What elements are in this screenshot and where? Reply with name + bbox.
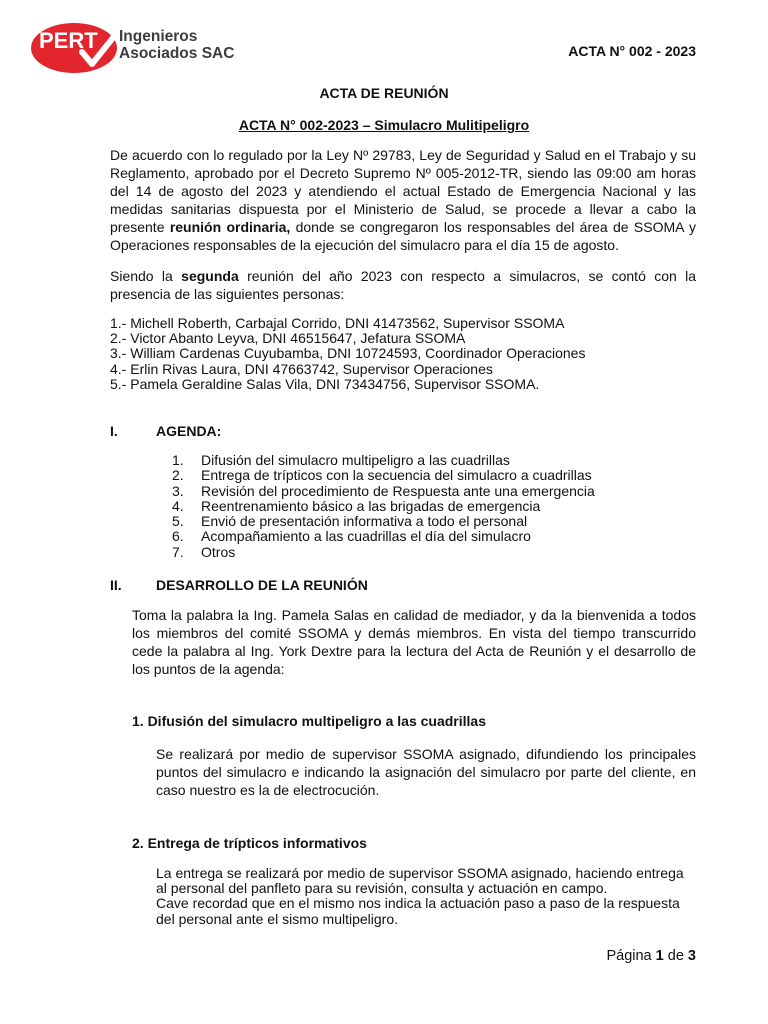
attendee-list	[110, 316, 585, 392]
agenda-text: Revisión del procedimiento de Respuesta ante una emergencia	[201, 482, 595, 499]
document-subtitle: ACTA N° 002-2023 – Simulacro Mulitipeligro	[238, 117, 530, 133]
item-2-line: al personal del panfleto para su revisión, consulta y actuación en campo.	[156, 880, 608, 897]
attendance-text: Siendo la	[110, 268, 182, 284]
attendee-item: 2.- Victor Abanto Leyva, DNI 46515647, Jefatura SSOMA	[110, 330, 466, 347]
company-logo	[30, 22, 240, 78]
page-number	[606, 948, 696, 964]
attendance-text-end: reunión del año 2023 con respecto a simulacros, se contó con la presencia de las siguientes personas:	[110, 268, 696, 302]
agenda-item	[172, 484, 595, 499]
intro-text: De acuerdo con lo regulado por la Ley Nº 29783, Ley de Seguridad y Salud en el Trabajo y su Reglamento, aprobado por el Decreto Supremo Nº 005-2012-TR, siendo las 09:00 am horas del 14 de agosto del 2023 y atendiendo el actual Estado de Emergencia Nacional y las medidas sanitarias dispuesta por el Ministerio de Salud, se procede a llevar a cabo la presente	[110, 147, 696, 235]
attendance-paragraph	[110, 267, 696, 303]
item-1-heading: 1. Difusión del simulacro multipeligro a las cuadrillas	[132, 713, 486, 729]
agenda-text: Otros	[201, 543, 236, 560]
item-1-text: Se realizará por medio de supervisor SSOMA asignado, difundiendo los principales puntos del simulacro e indicando la asignación del simulacro por parte del cliente, en caso nuestro es la de electrocución.	[156, 746, 696, 798]
item-2-line: Cave recordad que en el mismo nos indica la actuación paso a paso de la respuesta	[156, 895, 680, 912]
agenda-number: 5.	[172, 513, 184, 530]
section-2-heading: DESARROLLO DE LA REUNIÓN	[156, 577, 368, 593]
intro-text-end: donde se congregaron los responsables del área de SSOMA y Operaciones responsables de la ejecución del simulacro para el día 15 de agosto.	[110, 219, 697, 253]
agenda-number: 3.	[172, 482, 184, 499]
attendee-item: 1.- Michell Roberth, Carbajal Corrido, DNI 41473562, Supervisor SSOMA	[110, 315, 565, 331]
section-1-numeral: I.	[110, 423, 118, 439]
agenda-item	[172, 514, 595, 529]
header-acta-number: ACTA N° 002 - 2023	[568, 43, 696, 59]
agenda-list	[172, 453, 595, 560]
agenda-number: 1.	[172, 452, 184, 468]
agenda-text: Entrega de trípticos con la secuencia del simulacro a cuadrillas	[201, 467, 592, 484]
section-1-heading: AGENDA:	[156, 423, 222, 439]
logo-badge-text: PERT	[39, 28, 98, 53]
intro-bold: reunión ordinaria,	[169, 219, 291, 235]
agenda-number: 7.	[172, 543, 184, 560]
page-prefix: Página	[606, 948, 656, 964]
section-2-numeral: II.	[110, 577, 122, 593]
page-middle: de	[663, 948, 688, 964]
attendee-item: 3.- William Cardenas Cuyubamba, DNI 10724593, Coordinador Operaciones	[110, 345, 586, 362]
logo-name-line1: Ingenieros	[119, 28, 198, 45]
item-2-text	[156, 866, 684, 927]
agenda-item	[172, 453, 595, 468]
item-2-heading: 2. Entrega de trípticos informativos	[132, 835, 367, 851]
pert-logo-badge	[30, 22, 122, 74]
agenda-item	[172, 468, 595, 483]
agenda-item	[172, 529, 595, 544]
agenda-text: Reentrenamiento básico a las brigadas de emergencia	[201, 497, 541, 514]
development-paragraph: Toma la palabra la Ing. Pamela Salas en calidad de mediador, y da la bienvenida a todos los miembros del comité SSOMA y demás miembros. En vista del tiempo transcurrido cede la palabra al Ing. York Dextre para la lectura del Acta de Reunión y el desarrollo de los puntos de la agenda:	[132, 607, 696, 677]
attendee-item: 4.- Erlin Rivas Laura, DNI 47663742, Supervisor Operaciones	[110, 360, 493, 377]
agenda-number: 2.	[172, 467, 184, 484]
agenda-item	[172, 499, 595, 514]
agenda-text: Envió de presentación informativa a todo el personal	[201, 513, 528, 530]
attendee-item: 5.- Pamela Geraldine Salas Vila, DNI 73434756, Supervisor SSOMA.	[110, 375, 540, 392]
agenda-text: Acompañamiento a las cuadrillas el día del simulacro	[201, 528, 531, 545]
attendance-bold: segunda	[181, 268, 239, 284]
agenda-item	[172, 545, 595, 560]
intro-paragraph	[110, 146, 696, 254]
item-2-line: La entrega se realizará por medio de supervisor SSOMA asignado, haciendo entrega	[156, 865, 684, 881]
page-current: 1	[655, 948, 664, 964]
logo-name-line2: Asociados SAC	[119, 45, 235, 62]
item-2-line: del personal ante el sismo multipeligro.	[156, 910, 399, 927]
page-total: 3	[687, 948, 696, 964]
agenda-number: 6.	[172, 528, 184, 545]
logo-company-name	[119, 28, 234, 62]
document-title: ACTA DE REUNIÓN	[319, 85, 449, 101]
agenda-text: Difusión del simulacro multipeligro a las cuadrillas	[201, 452, 510, 468]
agenda-number: 4.	[172, 497, 184, 514]
